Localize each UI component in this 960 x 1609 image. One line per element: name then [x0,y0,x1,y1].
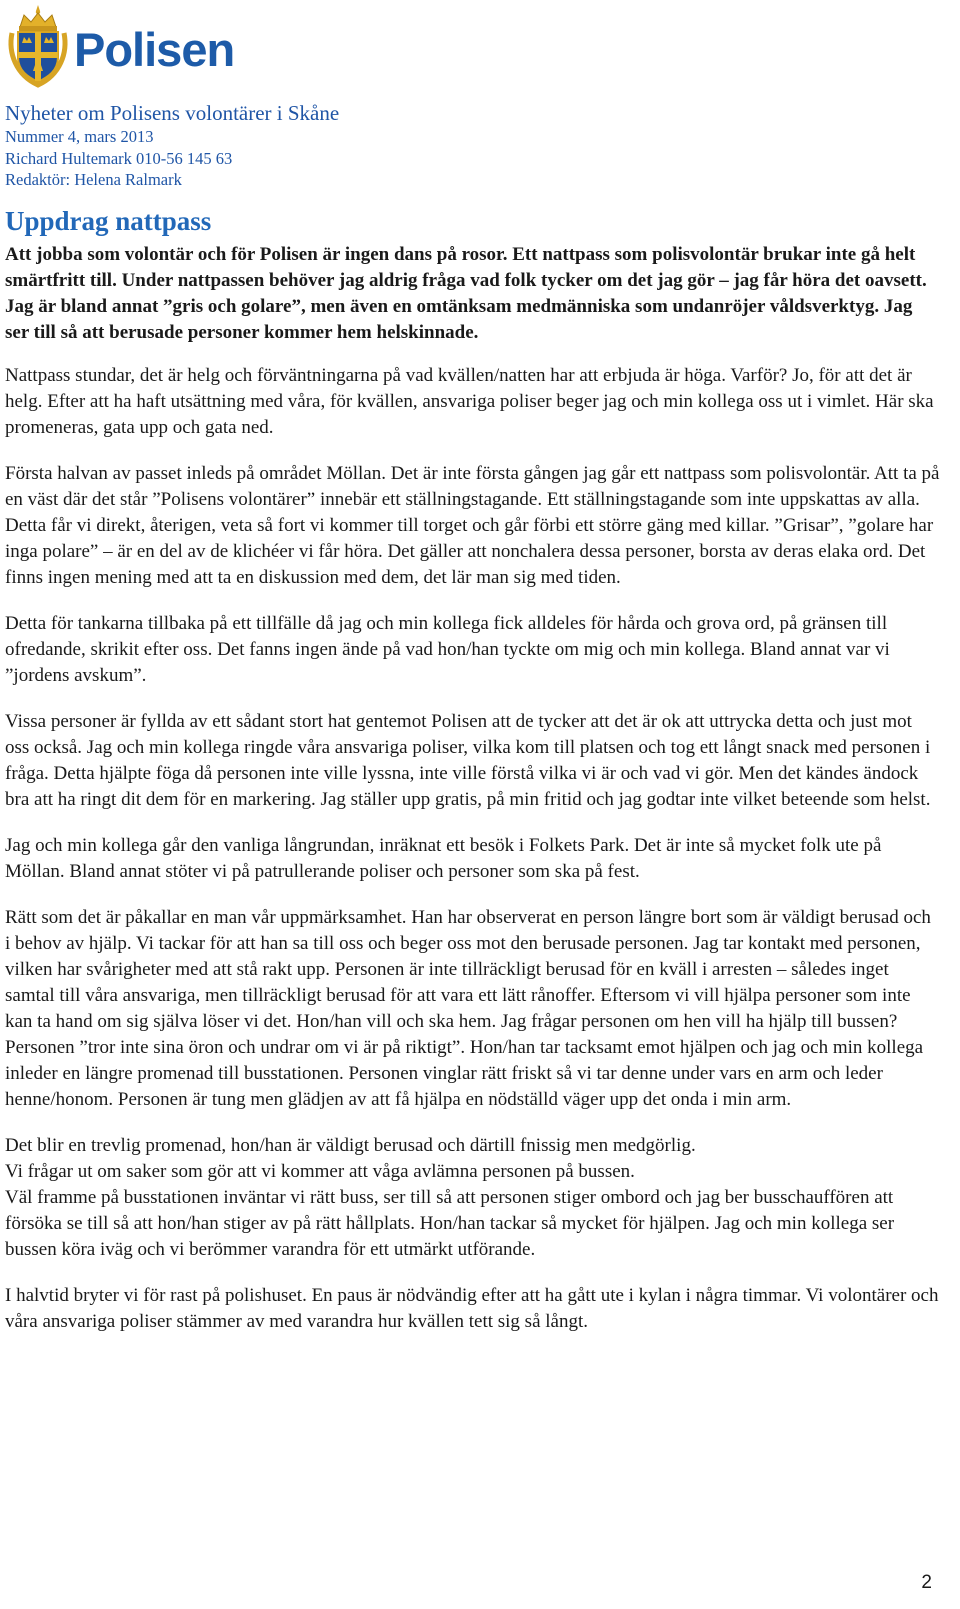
article [5,206,940,1355]
paragraph-text: Nattpass stundar, det är helg och förväntningarna på vad kvällen/natten har att erbjuda är höga. Varför? Jo, för att det är helg. Efter att ha haft utsättning med våra, för kvällen, ansvariga poliser beger jag och min kollega oss ut i vimlet. Här ska promeneras, gata upp och gata ned. [5,365,934,438]
newsletter-masthead [5,100,339,191]
article-paragraph [5,709,940,813]
paragraph-text: Vi frågar ut om saker som gör att vi kommer att våga avlämna personen på bussen. [5,1161,635,1182]
editor-line: Redaktör: Helena Ralmark [5,170,182,189]
article-paragraph [5,1283,940,1335]
paragraph-text: I halvtid bryter vi för rast på polishuset. En paus är nödvändig efter att ha gått ute i kylan i några timmar. Vi volontärer och våra ansvariga poliser stämmer av med varandra hur kvällen tett sig så långt. [5,1285,939,1332]
page-number: 2 [921,1572,932,1593]
paragraph-text: Första halvan av passet inleds på området Möllan. Det är inte första gången jag går ett nattpass som polisvolontär. Att ta på en väst där det står ”Polisens volontärer” innebär ett ställningstagande. Ett ställningstagande som inte uppskattas av alla. Detta får vi direkt, återigen, veta så fort vi kommer till torget och går förbi ett större gäng med killar. ”Grisar”, ”golare har inga polare” – är en del av de klichéer vi får höra. Det gäller att nonchalera dessa personer, borsta av deras elaka ord. Det finns ingen mening med att ta en diskussion med dem, det lär man sig med tiden. [5,463,940,588]
logo-wordmark: Polisen [74,22,235,76]
paragraph-text: Väl framme på busstationen inväntar vi rätt buss, ser till så att personen stiger ombord och jag ber busschauffören att försöka se till så att hon/han stiger av på rätt hållplats. Hon/han tackar så mycket för hjälpen. Jag och min kollega ser bussen köra iväg och vi berömmer varandra för ett utmärkt utförande. [5,1187,895,1260]
article-paragraph [5,363,940,441]
article-paragraph [5,833,940,885]
contact-line: Richard Hultemark 010-56 145 63 [5,148,233,168]
article-paragraph [5,905,940,1113]
article-paragraph [5,611,940,689]
paragraph-text: Det blir en trevlig promenad, hon/han är väldigt berusad och därtill fnissig men medgörlig. [5,1135,696,1156]
polisen-logo [6,2,234,90]
newsletter-title: Nyheter om Polisens volontärer i Skåne [5,101,340,125]
article-lead: Att jobba som volontär och för Polisen är ingen dans på rosor. Ett nattpass som polisvolontär brukar inte gå helt smärtfritt till. Under nattpassen behöver jag aldrig fråga vad folk tycker om det jag gör – jag får höra det oavsett. Jag är bland annat ”gris och golare”, men även en omtänksam medmänniska som undanröjer våldsverktyg. Jag ser till så att berusade personer kommer hem helskinnade. [5,244,927,343]
paragraph-text: Rätt som det är påkallar en man vår uppmärksamhet. Han har observerat en person längre bort som är väldigt berusad och i behov av hjälp. Vi tackar för att han sa till oss och beger oss mot den berusade personen. Jag tar kontakt med personen, vilken har svårigheter med att stå rakt upp. Personen är inte tillräckligt berusad för en kväll i arresten – således inget samtal till våra ansvariga, men tillräckligt berusad för att vara ett lätt rånoffer. Eftersom vi vill hjälpa personer som inte kan ta hand om sig själva löser vi det. Hon/han vill och ska hem. Jag frågar personen om hen vill ha hjälp till bussen? Personen ”tror inte sina öron och undrar om vi är på riktigt”. Hon/han tar tacksamt emot hjälpen och jag och min kollega inleder en längre promenad till busstationen. Personen vinglar rätt friskt så vi tar denne under vars en arm och leder henne/honom. Personen är tung men glädjen av att få hjälpa en nödställd väger upp det onda i min arm. [5,907,931,1110]
swedish-police-crest-icon [6,3,70,89]
article-paragraph [5,1133,940,1263]
paragraph-text: Detta för tankarna tillbaka på ett tillfälle då jag och min kollega fick alldeles för hårda och grova ord, på gränsen till ofredande, skrikit efter oss. Det fanns ingen ände på vad hon/han tyckte om mig och min kollega. Bland annat var vi ”jordens avskum”. [5,613,890,686]
paragraph-text: Jag och min kollega går den vanliga långrundan, inräknat ett besök i Folkets Park. Det är inte så mycket folk ute på Möllan. Bland annat stöter vi på patrullerande poliser och personer som ska på fest. [5,835,882,882]
paragraph-text: Vissa personer är fyllda av ett sådant stort hat gentemot Polisen att de tycker att det är ok att uttrycka detta och just mot oss också. Jag och min kollega ringde våra ansvariga poliser, vilka kom till platsen och tog ett långt snack med personen i fråga. Detta hjälpte föga då personen inte ville lyssna, inte ville förstå vilka vi är och vad vi gör. Men det kändes ändock bra att ha ringt dit dem för en markering. Jag ställer upp gratis, på min fritid och jag godtar inte vilket beteende som helst. [5,711,931,810]
article-paragraph [5,461,940,591]
article-headline: Uppdrag nattpass [5,206,212,236]
issue-number: Nummer 4, mars 2013 [5,127,154,146]
